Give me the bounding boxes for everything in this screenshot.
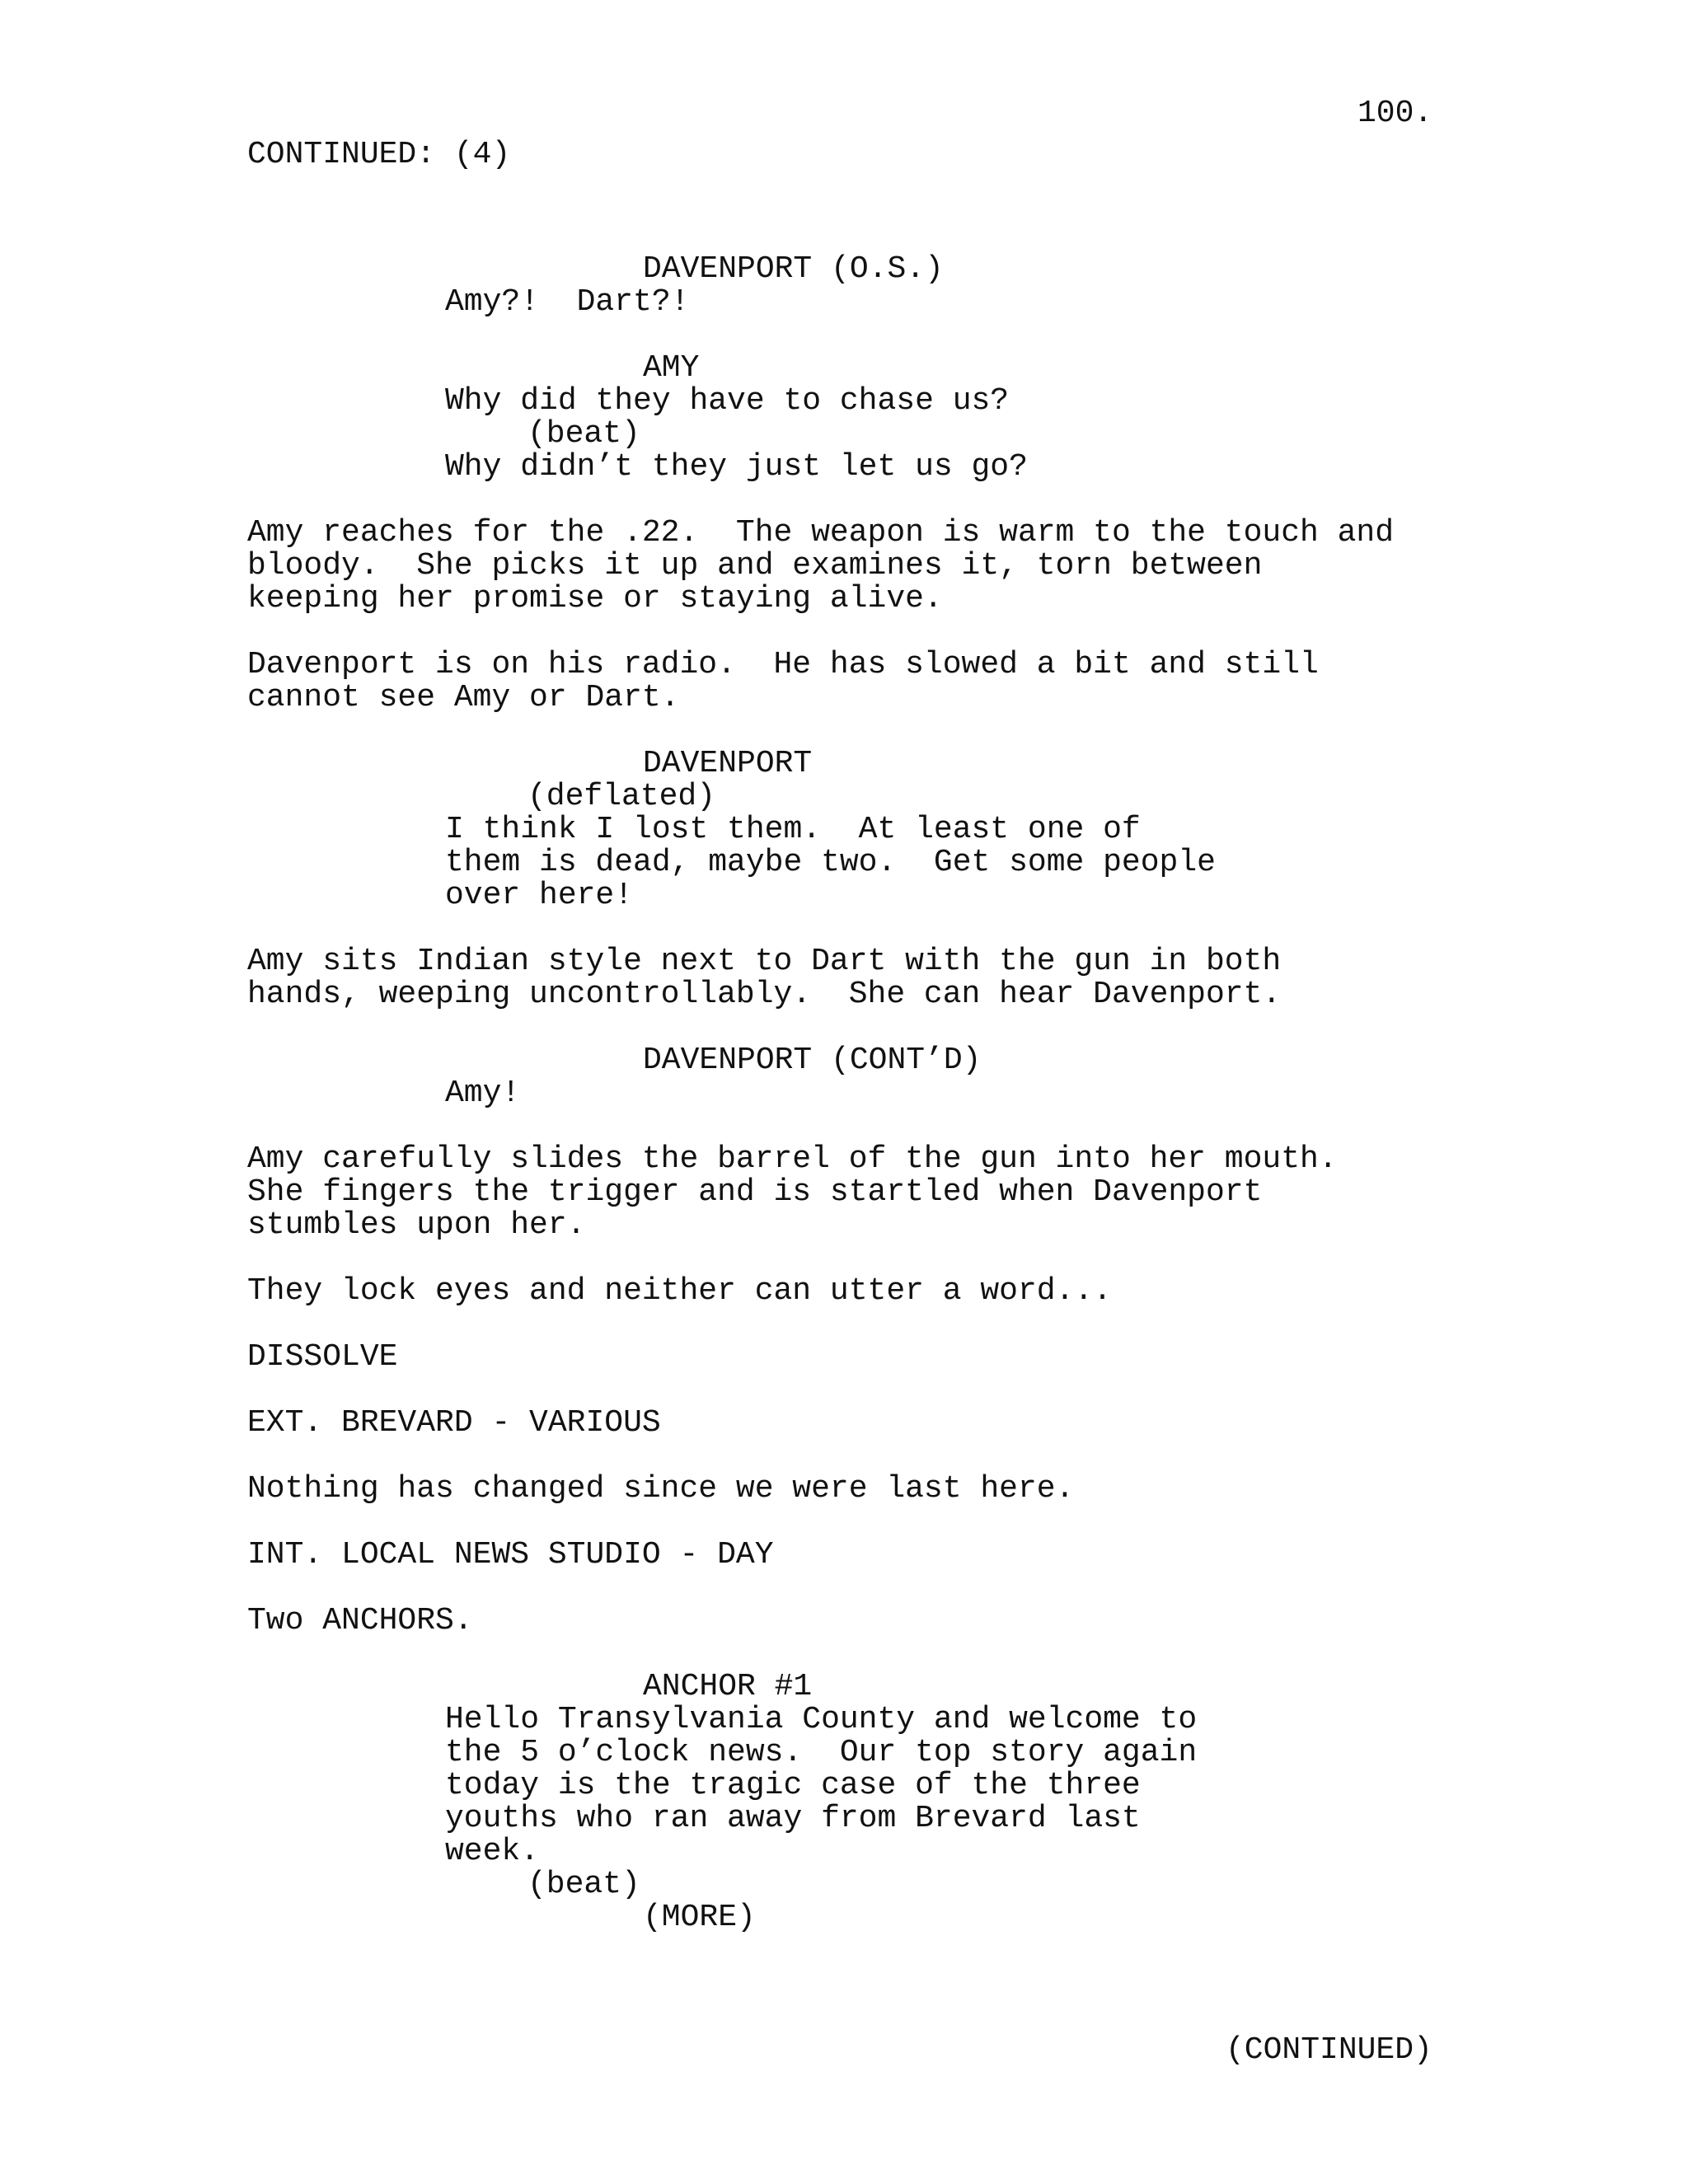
dialogue-line: Why didn’t they just let us go? <box>445 449 1028 485</box>
action-line: Amy sits Indian style next to Dart with the gun in both <box>247 944 1282 979</box>
action-line: They lock eyes and neither can utter a word... <box>247 1273 1112 1309</box>
action-line: cannot see Amy or Dart. <box>247 680 680 715</box>
action-line: Amy reaches for the .22. The weapon is warm to the touch and <box>247 515 1395 551</box>
dialogue-line: them is dead, maybe two. Get some people <box>445 845 1216 880</box>
dialogue-line: the 5 o’clock news. Our top story again <box>445 1735 1198 1770</box>
dialogue-line: youths who ran away from Brevard last <box>445 1801 1141 1836</box>
action-line: She fingers the trigger and is startled when Davenport <box>247 1174 1263 1210</box>
character-cue: AMY <box>643 350 700 386</box>
dialogue-line: week. <box>445 1834 540 1869</box>
page-number: 100. <box>1357 96 1433 131</box>
dialogue-line: Amy?! Dart?! <box>445 284 690 320</box>
action-line: keeping her promise or staying alive. <box>247 581 943 616</box>
continued-footer: (CONTINUED) <box>1226 2032 1432 2068</box>
scene-heading: INT. LOCAL NEWS STUDIO - DAY <box>247 1537 774 1572</box>
dialogue-line: Hello Transylvania County and welcome to <box>445 1702 1198 1737</box>
dialogue-line: over here! <box>445 878 634 913</box>
action-line: stumbles upon her. <box>247 1207 586 1243</box>
scene-heading: EXT. BREVARD - VARIOUS <box>247 1405 661 1441</box>
action-line: Amy carefully slides the barrel of the gun into her mouth. <box>247 1141 1338 1177</box>
dialogue-line: I think I lost them. At least one of <box>445 812 1141 847</box>
character-cue: ANCHOR #1 <box>643 1669 813 1704</box>
character-cue: DAVENPORT (CONT’D) <box>643 1043 982 1078</box>
transition: DISSOLVE <box>247 1339 398 1375</box>
action-line: Two ANCHORS. <box>247 1603 473 1638</box>
dialogue-line: Why did they have to chase us? <box>445 383 1010 419</box>
parenthetical: (beat) <box>528 416 640 452</box>
continued-header: CONTINUED: (4) <box>247 137 511 172</box>
parenthetical: (beat) <box>528 1867 640 1902</box>
more-marker: (MORE) <box>643 1900 756 1935</box>
dialogue-line: Amy! <box>445 1076 521 1111</box>
character-cue: DAVENPORT (O.S.) <box>643 251 944 287</box>
action-line: hands, weeping uncontrollably. She can hear Davenport. <box>247 977 1282 1012</box>
action-line: Davenport is on his radio. He has slowed a bit and still <box>247 647 1319 682</box>
dialogue-line: today is the tragic case of the three <box>445 1768 1141 1803</box>
action-line: bloody. She picks it up and examines it, torn between <box>247 548 1263 583</box>
parenthetical: (deflated) <box>528 779 716 814</box>
action-line: Nothing has changed since we were last here. <box>247 1471 1075 1507</box>
character-cue: DAVENPORT <box>643 746 813 781</box>
